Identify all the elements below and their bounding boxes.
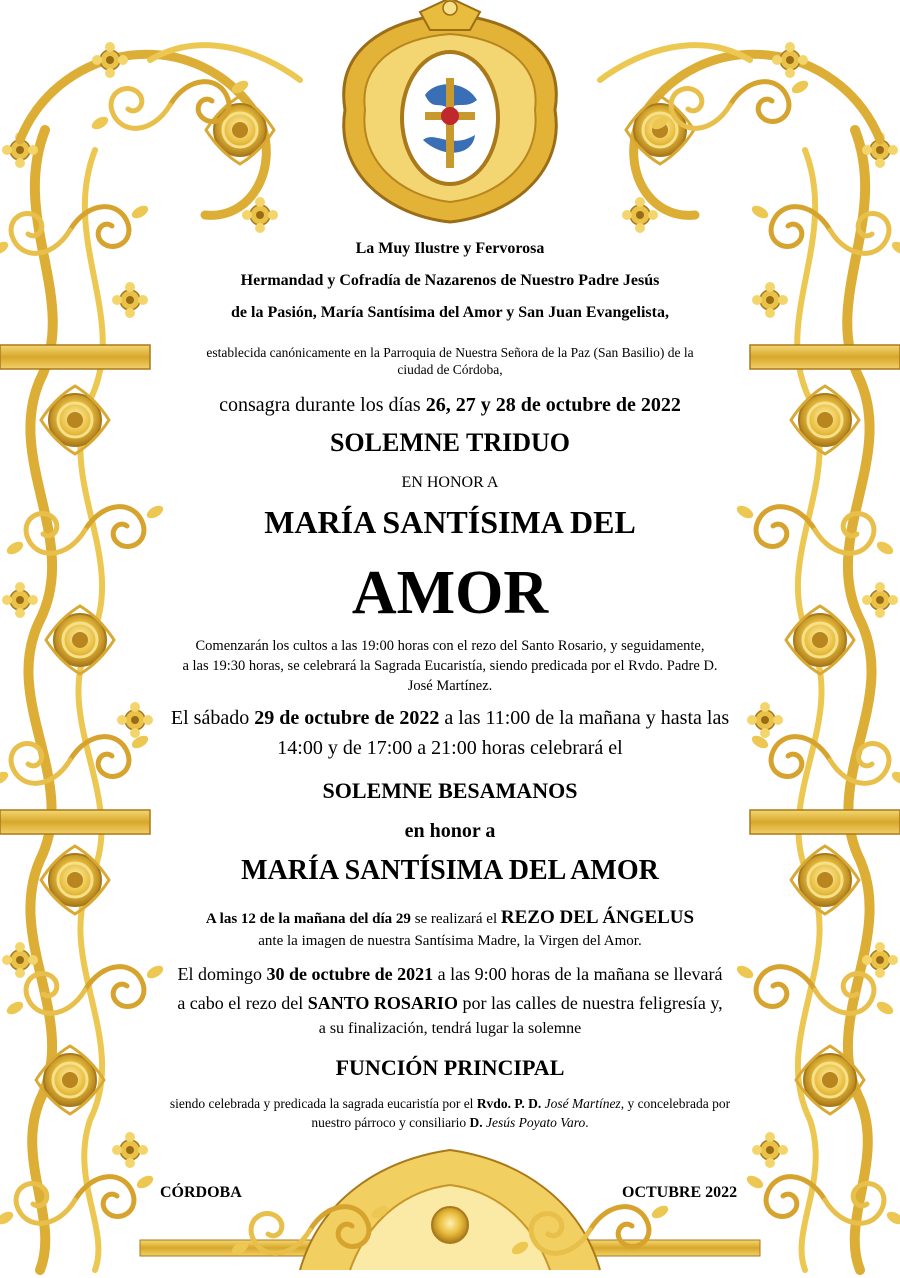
consagra-prefix: consagra durante los días: [219, 394, 426, 416]
sabado-line-1: [0, 707, 900, 730]
domingo-line-1: [0, 964, 900, 985]
domingo-line-3: a su finalización, tendrá lugar la solemne: [318, 1020, 582, 1037]
angelus-title: REZO DEL ÁNGELUS: [500, 907, 695, 928]
cultos-line-3: José Martínez.: [407, 678, 493, 694]
sabado-prefix: El sábado: [170, 707, 255, 729]
funcion-name-1: José Martínez: [544, 1096, 621, 1111]
angelus-line-1: [0, 907, 900, 929]
funcion-rvdo: Rvdo. P. D.: [476, 1096, 542, 1111]
cultos-line-1: Comenzarán los cultos a las 19:00 horas con el rezo del Santo Rosario, y seguidamente,: [195, 638, 705, 654]
triduo-title: SOLEMNE TRIDUO: [329, 428, 571, 457]
domingo-date: 30 de octubre de 2021: [266, 964, 434, 984]
maria-santisima-del: MARÍA SANTÍSIMA DEL: [264, 504, 636, 540]
angelus-time: A las 12 de la mañana del día 29: [205, 911, 411, 927]
funcion-principal-title: FUNCIÓN PRINCIPAL: [335, 1055, 565, 1080]
funcion-name-2: Jesús Poyato Varo: [486, 1115, 586, 1130]
en-honor-a-lower: en honor a: [404, 820, 496, 842]
header-line-3: de la Pasión, María Santísima del Amor y San Juan Evangelista,: [231, 304, 669, 321]
brotherhood-crest: [325, 0, 575, 230]
funcion-end: .: [585, 1115, 589, 1130]
besamanos-title: SOLEMNE BESAMANOS: [322, 778, 578, 803]
funcion-mid: , y concelebrada por: [620, 1096, 731, 1111]
funcion-line2-prefix: nuestro párroco y consiliario: [311, 1115, 470, 1130]
consagra-dates: 26, 27 y 28 de octubre de 2022: [425, 394, 681, 416]
en-honor-a: EN HONOR A: [401, 474, 499, 491]
domingo-line2-suffix: por las calles de nuestra feligresía y,: [457, 993, 723, 1013]
amor-title: AMOR: [351, 559, 549, 627]
maria-santisima-del-amor: MARÍA SANTÍSIMA DEL AMOR: [241, 855, 659, 886]
footer-date: OCTUBRE 2022: [622, 1184, 738, 1201]
funcion-d: D.: [469, 1115, 483, 1130]
cultos-line-2: a las 19:30 horas, se celebrará la Sagrada Eucaristía, siendo predicada por el Rvdo. Padre D.: [182, 658, 718, 674]
sabado-date: 29 de octubre de 2022: [254, 707, 440, 729]
angelus-middle: se realizará el: [410, 911, 501, 927]
header-line-1: La Muy Ilustre y Fervorosa: [355, 240, 545, 257]
sabado-suffix: a las 11:00 de la mañana y hasta las: [439, 707, 730, 729]
domingo-line-2: [0, 993, 900, 1014]
footer-city: CÓRDOBA: [160, 1184, 242, 1201]
santo-rosario: SANTO ROSARIO: [307, 993, 458, 1013]
consagra-line: [0, 394, 900, 417]
domingo-suffix: a las 9:00 horas de la mañana se llevará: [433, 964, 723, 984]
funcion-line-2: [0, 1115, 900, 1131]
established-line-1: establecida canónicamente en la Parroquia de Nuestra Señora de la Paz (San Basilio) de la: [206, 345, 694, 360]
domingo-prefix: El domingo: [177, 964, 267, 984]
header-line-2: Hermandad y Cofradía de Nazarenos de Nuestro Padre Jesús: [240, 272, 660, 289]
angelus-line-2: ante la imagen de nuestra Santísima Madre, la Virgen del Amor.: [258, 933, 642, 949]
funcion-prefix: siendo celebrada y predicada la sagrada eucaristía por el: [169, 1096, 477, 1111]
established-line-2: ciudad de Córdoba,: [397, 362, 503, 377]
funcion-line-1: [0, 1096, 900, 1112]
domingo-line2-prefix: a cabo el rezo del: [177, 993, 308, 1013]
sabado-line-2: 14:00 y de 17:00 a 21:00 horas celebrará el: [277, 737, 623, 759]
